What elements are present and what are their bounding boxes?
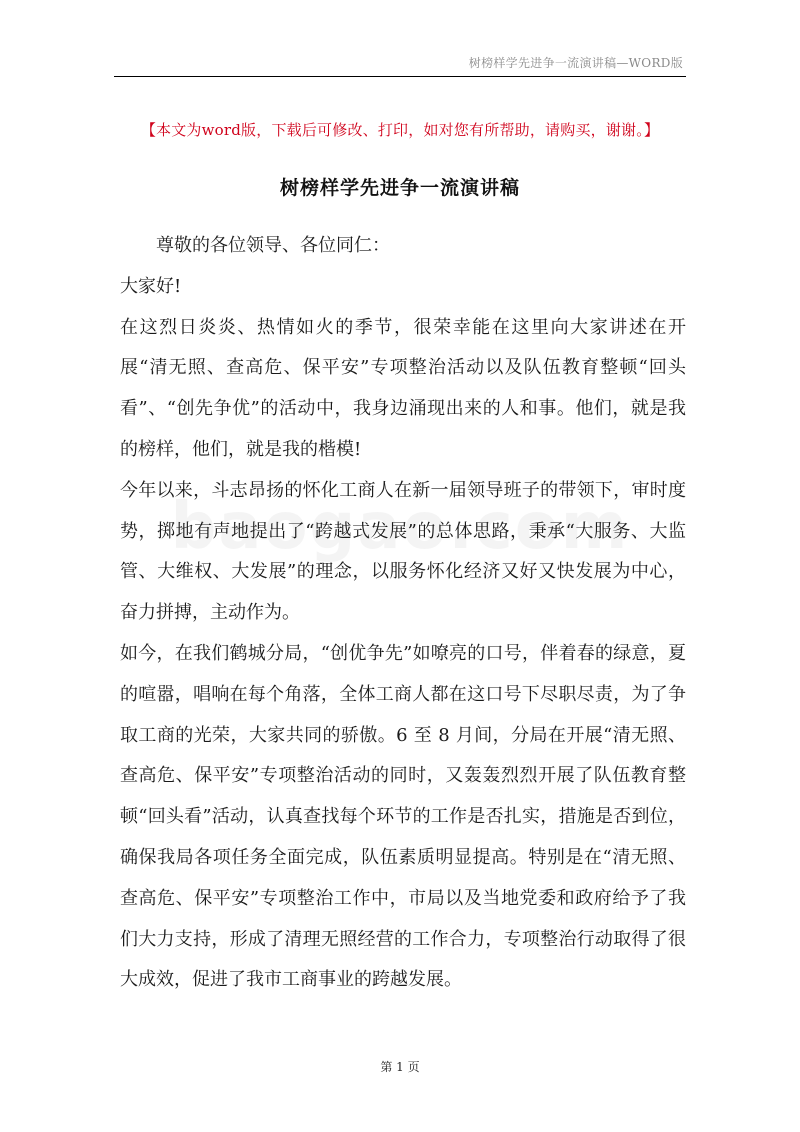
document-body [120,226,686,1001]
word-version-notice: 【本文为word版，下载后可修改、打印，如对您有所帮助，请购买，谢谢。】 [140,121,660,139]
body-paragraph-1: 在这烈日炎炎、热情如火的季节，很荣幸能在这里向大家讲述在开展“清无照、查高危、保平安”专项整治活动以及队伍教育整顿“回头看”、“创先争优”的活动中，我身边涌现出来的人和事。他们，就是我的榜样，他们，就是我的楷模! [120,316,686,460]
body-paragraph-2: 今年以来，斗志昂扬的怀化工商人在新一届领导班子的带领下，审时度势，掷地有声地提出了“跨越式发展”的总体思路，秉承“大服务、大监管、大维权、大发展”的理念，以服务怀化经济又好又快发展为中心，奋力拼搏，主动作为。 [120,479,686,624]
page-number: 第 1 页 [380,1060,420,1074]
body-paragraph-3: 如今，在我们鹤城分局，“创优争先”如嘹亮的口号，伴着春的绿意，夏的喧嚣，唱响在每个角落，全体工商人都在这口号下尽职尽责，为了争取工商的光荣，大家共同的骄傲。6 至 8 月间，分局在开展“清无照、查高危、保平安”专项整治活动的同时，又轰轰烈烈开展了队伍教育整顿“回头看”活动，认真查找每个环节的工作是否扎实，措施是否到位，确保我局各项任务全面完成，队伍素质明显提高。特别是在“清无照、查高危、保平安”专项整治工作中，市局以及当地党委和政府给予了我们大力支持，形成了清理无照经营的工作合力，专项整治行动取得了很大成效，促进了我市工商事业的跨越发展。 [120,642,686,991]
running-header-title: 树榜样学先进争一流演讲稿—WORD版 [468,56,683,70]
document-title: 树榜样学先进争一流演讲稿 [279,177,520,199]
header-divider [114,76,686,77]
greeting: 大家好! [120,275,182,297]
salutation: 尊敬的各位领导、各位同仁： [156,235,390,256]
